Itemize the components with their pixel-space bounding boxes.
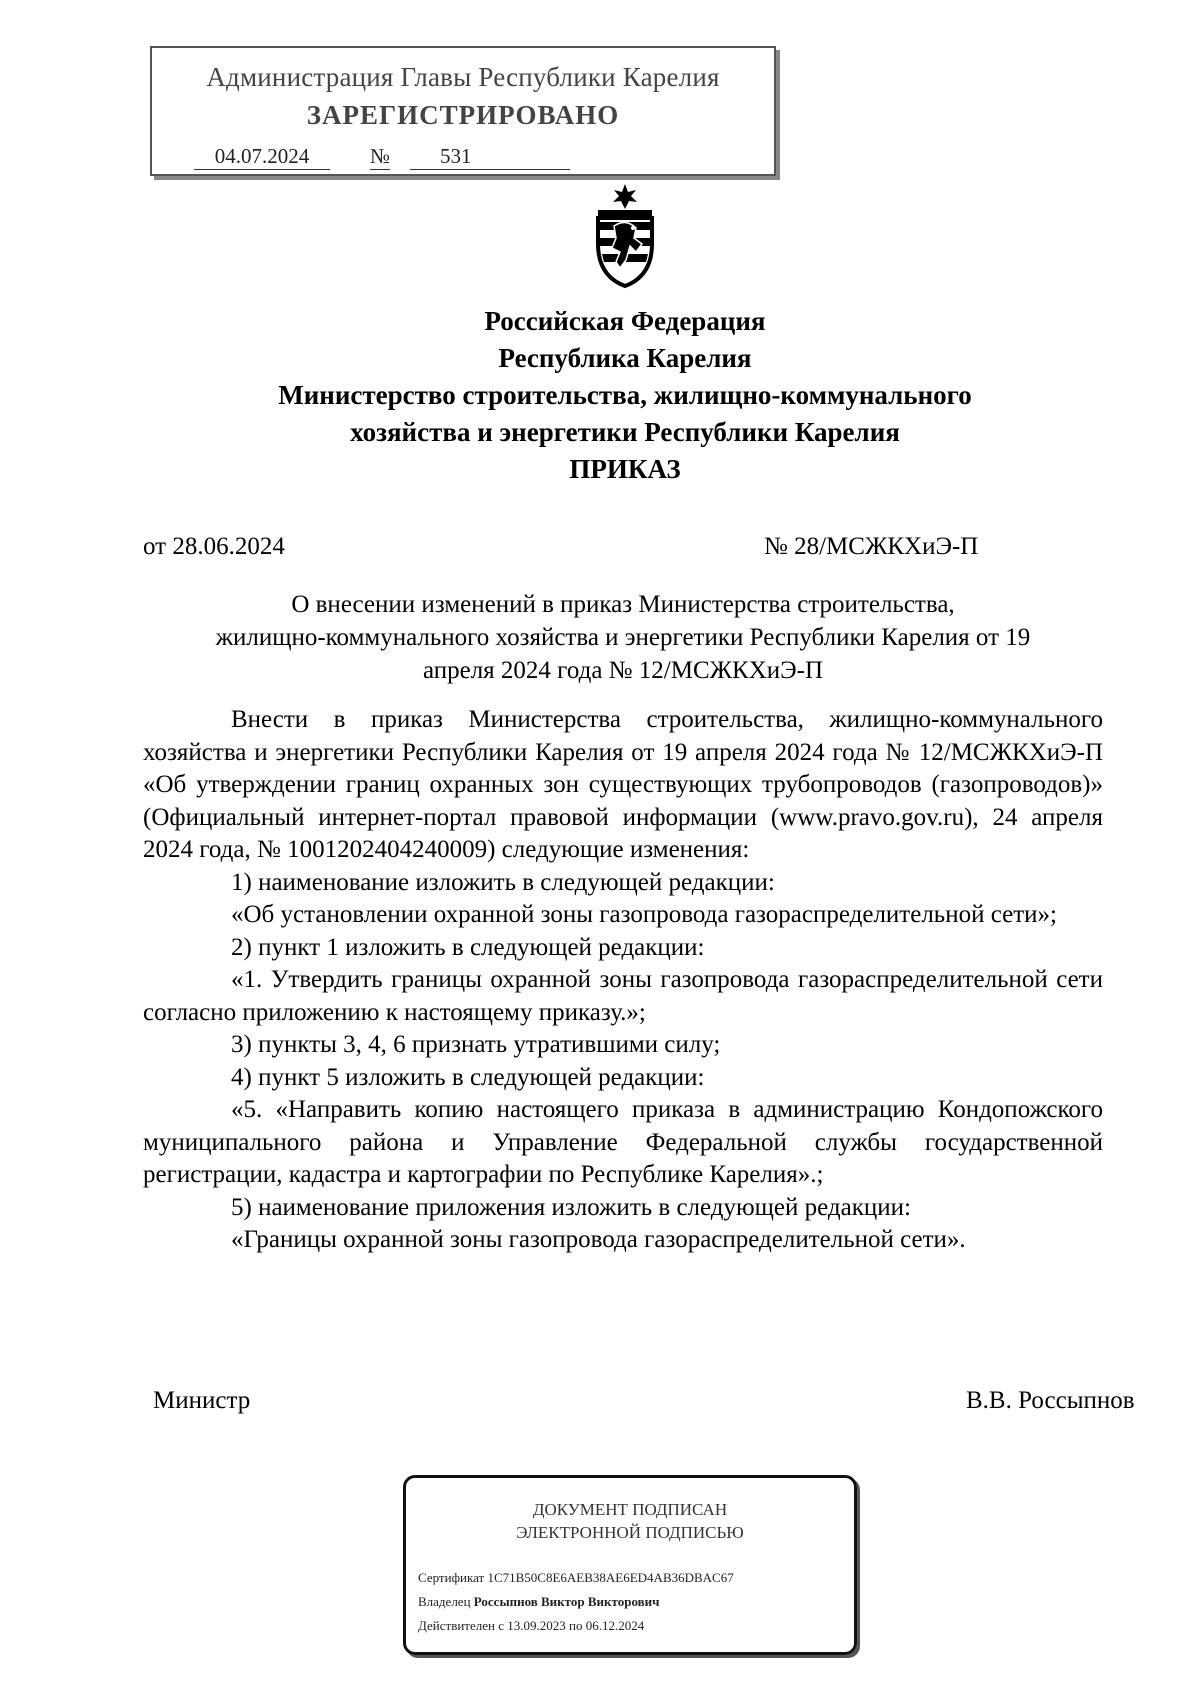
subject-line: жилищно-коммунального хозяйства и энергетики Республики Карелия от 19 [215,624,1031,651]
esign-valid-from: 13.09.2023 [507,1618,566,1633]
body-item-4: 4) пункт 5 изложить в следующей редакции: [231,1063,705,1091]
stamp-status: ЗАРЕГИСТРИРОВАНО [306,100,620,130]
esign-valid-label: Действителен [418,1618,495,1633]
esign-owner-value: Россыпнов Виктор Викторович [473,1594,660,1609]
registration-stamp [150,46,776,176]
body-item-5-text: «Границы охранной зоны газопровода газораспределительной сети». [231,1226,966,1253]
signatory-name: В.В. Россыпнов [966,1387,1135,1414]
esign-cert-label: Сертификат [418,1570,485,1585]
order-subject [143,588,1103,687]
esign-valid-to: 06.12.2024 [585,1618,645,1633]
body-item-4-text: «5. «Направить копию настоящего приказа в администрацию Кондопожского муниципального района и Управление Федеральной службы государственной регистрации, кадастра и картографии по Республике Карелия».; [143,1096,1103,1188]
esign-owner-label: Владелец [418,1594,471,1609]
document-header [100,303,1150,488]
header-republic: Республика Карелия [498,343,752,373]
order-date: от 28.06.2024 [143,533,285,560]
esign-validity [418,1618,644,1634]
stamp-number-label: № [370,144,391,168]
esign-heading-line1: ДОКУМЕНТ ПОДПИСАН [532,1500,728,1519]
subject-line: О внесении изменений в приказ Министерства строительства, [291,591,955,618]
header-country: Российская Федерация [484,306,766,336]
stamp-number: 531 [410,144,570,170]
esign-heading [406,1498,854,1544]
header-ministry-line2: хозяйства и энергетики Республики Карелия [350,417,900,447]
subject-line: апреля 2024 года № 12/МСЖКХиЭ-П [422,657,824,684]
esign-owner [418,1594,659,1610]
esign-heading-line2: ЭЛЕКТРОННОЙ ПОДПИСЬЮ [516,1523,744,1542]
order-body [143,704,1103,1257]
body-item-3: 3) пункты 3, 4, 6 признать утратившими силу; [231,1031,721,1058]
body-item-2-text: «1. Утвердить границы охранной зоны газопровода газораспределительной сети согласно приложению к настоящему приказу.»; [143,966,1103,1026]
body-item-1: 1) наименование изложить в следующей редакции: [231,868,775,896]
stamp-organization: Администрация Главы Республики Карелия [206,62,720,92]
esign-valid-to-label: по [569,1618,583,1633]
document-type: ПРИКАЗ [569,454,681,484]
body-intro: Внести в приказ Министерства строительства, жилищно-коммунального хозяйства и энергетики Республики Карелия от 19 апреля 2024 года № 12/МСЖКХиЭ-П «Об утверждении границ охранных зон существующих трубопроводов (газопроводов)» (Официальный интернет-портал правовой информации (www.pravo.gov.ru), 24 апреля 2024 года, № 1001202404240009) следующие изменения: [143,706,1103,863]
esign-cert-value: 1C71B50C8E6AEB38AE6ED4AB36DBAC67 [487,1570,734,1585]
body-item-1-text: «Об установлении охранной зоны газопровода газораспределительной сети»; [231,901,1057,928]
order-number: № 28/МСЖКХиЭ-П [764,533,979,560]
esign-certificate [418,1570,734,1586]
header-ministry-line1: Министерство строительства, жилищно-коммунального [278,380,972,410]
electronic-signature-stamp [403,1475,857,1655]
signatory-title: Министр [153,1387,251,1414]
stamp-date: 04.07.2024 [194,144,330,170]
body-item-2: 2) пункт 1 изложить в следующей редакции: [231,933,705,961]
esign-valid-from-label: с [498,1618,504,1633]
body-item-5: 5) наименование приложения изложить в следующей редакции: [231,1193,911,1221]
karelia-coat-of-arms-icon [586,182,664,290]
